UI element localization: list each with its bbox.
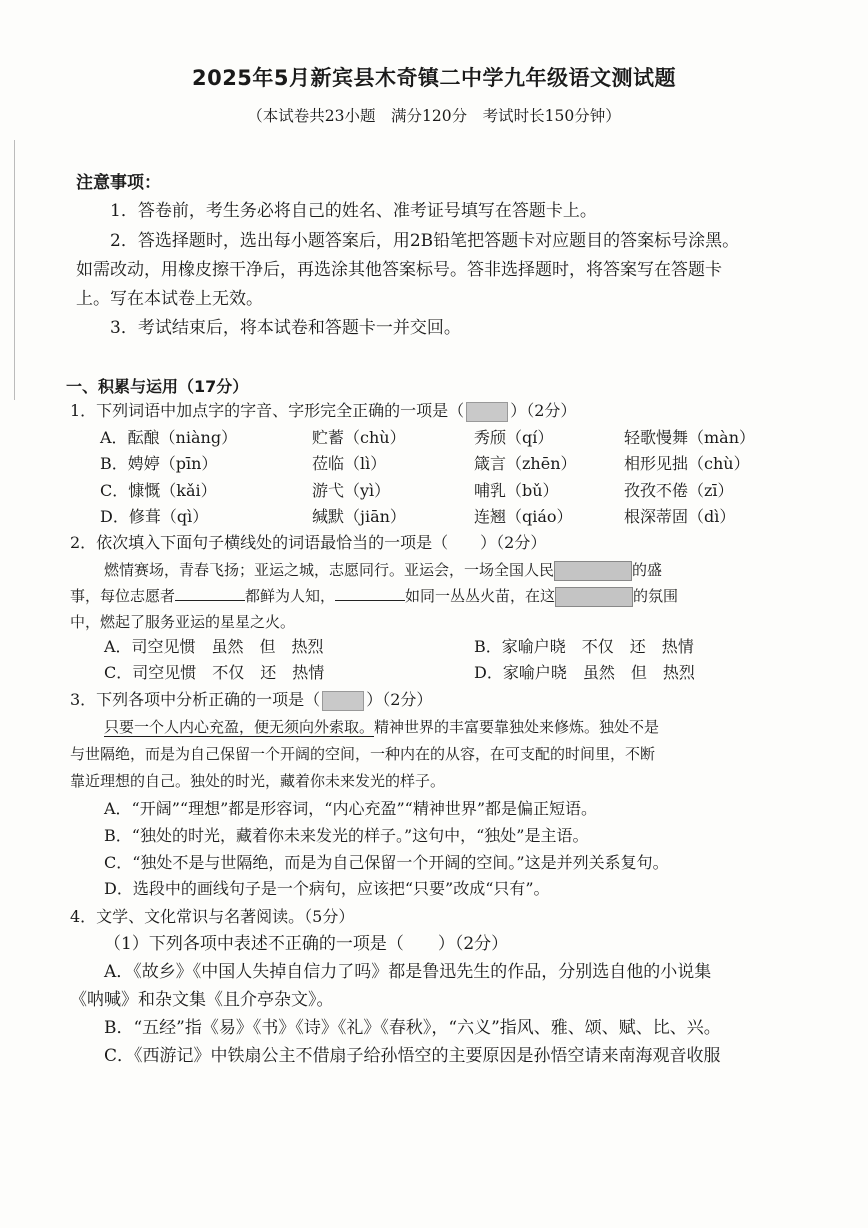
q1-option-c-2: 游弋（yì）	[312, 481, 391, 500]
q1-option-a-2: 贮蓄（chù）	[312, 428, 406, 447]
fill-blank	[335, 586, 405, 601]
notice-item-2-end: 上。写在本试卷上无效。	[76, 289, 263, 309]
q1-option-b-1: B．娉婷（pīn）	[100, 454, 218, 473]
q2-passage-text: 的氛围	[633, 587, 679, 605]
q1-option-b-4: 相形见拙（chù）	[624, 454, 750, 473]
q2-passage-text: 燃情赛场，青春飞扬；亚运之城，志愿同行。亚运会，一场全国人民	[104, 561, 555, 579]
q4-option-a-cont: 《呐喊》和杂文集《且介亭杂文》。	[70, 990, 334, 1010]
q3-passage-text: 精神世界的丰富要靠独处来修炼。独处不是	[374, 718, 660, 736]
blank-redacted	[554, 561, 632, 581]
q4-sub1-stem: （1）下列各项中表述不正确的一项是（ ）（2分）	[104, 934, 509, 954]
q1-option-b-3: 箴言（zhēn）	[474, 454, 577, 473]
q4-stem: 4．文学、文化常识与名著阅读。（5分）	[70, 907, 355, 926]
q2-passage-text: 事，每位志愿者	[70, 587, 176, 605]
notice-item-2: 2．答选择题时，选出每小题答案后，用2B铅笔把答题卡对应题目的答案标号涂黑。	[110, 231, 740, 251]
notice-item-2-cont: 如需改动，用橡皮擦干净后，再选涂其他答案标号。答非选择题时，将答案写在答题卡	[76, 260, 722, 280]
q2-passage-text: 如同一丛丛火苗，在这	[405, 587, 556, 605]
q2-option-a: A．司空见惯 虽然 但 热烈	[104, 637, 324, 656]
q4-option-a: A．《故乡》《中国人失掉自信力了吗》都是鲁迅先生的作品，分别选自他的小说集	[104, 962, 712, 982]
q3-passage-line-1	[104, 716, 659, 738]
q3-option-a: A．“开阔”“理想”都是形容词，“内心充盈”“精神世界”都是偏正短语。	[104, 799, 597, 818]
section-heading: 一、积累与运用（17分）	[66, 377, 249, 396]
notice-item-3: 3．考试结束后，将本试卷和答题卡一并交回。	[110, 318, 461, 338]
notice-heading: 注意事项：	[76, 173, 161, 193]
q3-passage-line-3: 靠近理想的自己。独处的时光，藏着你未来发光的样子。	[70, 772, 446, 790]
q2-passage-text: 都鲜为人知，	[245, 587, 336, 605]
q2-option-d: D．家喻户晓 虽然 但 热烈	[474, 663, 695, 682]
q1-stem-text: 1．下列词语中加点字的字音、字形完全正确的一项是（	[70, 401, 465, 420]
answer-blank-redacted	[466, 402, 508, 422]
q2-stem: 2．依次填入下面句子横线处的词语最恰当的一项是（ ）（2分）	[70, 533, 547, 552]
q1-option-d-1: D．修葺（qì）	[100, 507, 209, 526]
q2-option-c: C．司空见惯 不仅 还 热情	[104, 663, 325, 682]
q1-option-d-4: 根深蒂固（dì）	[624, 507, 736, 526]
q3-passage-line-2: 与世隔绝，而是为自己保留一个开阔的空间，一种内在的从容，在可支配的时间里，不断	[70, 745, 656, 763]
q3-stem	[70, 689, 432, 711]
q1-option-b-2: 莅临（lì）	[312, 454, 387, 473]
q2-passage-line-3: 中，燃起了服务亚运的星星之火。	[70, 613, 296, 631]
q1-stem	[70, 400, 576, 422]
q2-passage-line-1	[104, 559, 662, 581]
q3-option-b: B．“独处的时光，藏着你未来发光的样子。”这句中，“独处”是主语。	[104, 826, 589, 845]
q3-underlined-sentence: 只要一个人内心充盈，便无须向外索取。	[104, 718, 375, 736]
fill-blank	[175, 586, 245, 601]
blank-redacted	[555, 587, 633, 607]
q1-stem-score: ）（2分）	[510, 401, 577, 420]
q3-option-c: C．“独处不是与世隔绝，而是为自己保留一个开阔的空间。”这是并列关系复句。	[104, 853, 669, 872]
q2-option-b: B．家喻户晓 不仅 还 热情	[474, 637, 694, 656]
margin-line	[14, 140, 15, 400]
q3-option-d: D．选段中的画线句子是一个病句，应该把“只要”改成“只有”。	[104, 879, 550, 898]
q1-option-d-3: 连翘（qiáo）	[474, 507, 573, 526]
answer-blank-redacted	[322, 691, 364, 711]
q1-option-a-3: 秀颀（qí）	[474, 428, 554, 447]
notice-item-1: 1．答卷前，考生务必将自己的姓名、准考证号填写在答题卡上。	[110, 201, 597, 221]
q1-option-c-3: 哺乳（bǔ）	[474, 481, 559, 500]
q1-option-a-1: A．酝酿（niàng）	[100, 428, 238, 447]
exam-title: 2025年5月新宾县木奇镇二中学九年级语文测试题	[191, 66, 677, 90]
q4-option-b: B．“五经”指《易》《书》《诗》《礼》《春秋》，“六义”指风、雅、颂、赋、比、兴。	[104, 1018, 721, 1038]
q1-option-c-4: 孜孜不倦（zī）	[624, 481, 734, 500]
exam-subtitle: （本试卷共23小题 满分120分 考试时长150分钟）	[247, 107, 621, 125]
q1-option-c-1: C．慷慨（kǎi）	[100, 481, 217, 500]
q2-passage-line-2	[70, 585, 678, 607]
q3-stem-score: ）（2分）	[366, 690, 433, 709]
q3-stem-text: 3．下列各项中分析正确的一项是（	[70, 690, 321, 709]
q4-option-c: C．《西游记》中铁扇公主不借扇子给孙悟空的主要原因是孙悟空请来南海观音收服	[104, 1046, 721, 1066]
q2-passage-text: 的盛	[632, 561, 663, 579]
q1-option-a-4: 轻歌慢舞（màn）	[624, 428, 756, 447]
q1-option-d-2: 缄默（jiān）	[312, 507, 406, 526]
